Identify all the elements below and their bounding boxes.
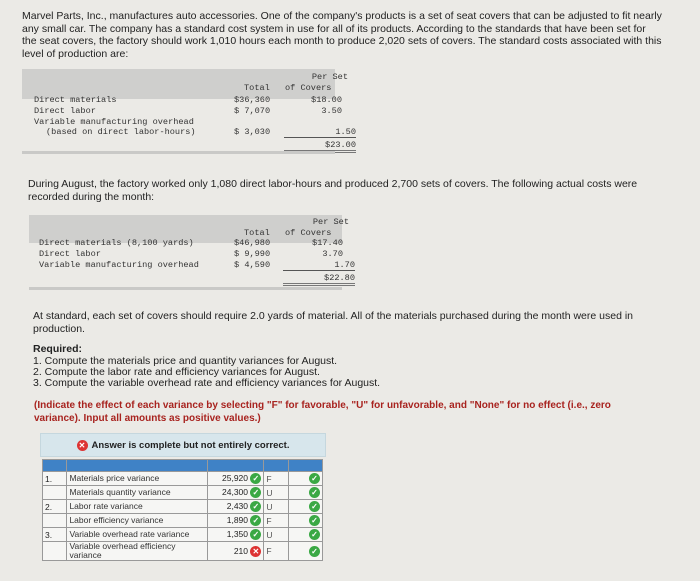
variance-label: Labor efficiency variance xyxy=(67,514,208,528)
answer-table xyxy=(42,459,323,561)
check-icon: ✓ xyxy=(250,515,261,526)
effect-select[interactable]: F xyxy=(264,514,288,528)
effect-select[interactable]: U xyxy=(264,500,288,514)
variance-label: Variable overhead efficiency variance xyxy=(67,542,208,561)
variance-amount-input[interactable] xyxy=(207,514,263,528)
variance-amount: 2,430 xyxy=(226,501,249,511)
variance-amount: 1,350 xyxy=(226,529,249,539)
part-number: 3. xyxy=(43,528,67,542)
required-item: 3. Compute the variable overhead rate and efficiency variances for August. xyxy=(33,377,381,389)
variance-label: Labor rate variance xyxy=(67,500,208,514)
variance-label: Materials price variance xyxy=(67,472,208,486)
answer-row xyxy=(43,514,323,528)
row-label: Direct materials (8,100 yards) xyxy=(39,238,194,248)
august-text: During August, the factory worked only 1,080 direct labor-hours and produced 2,700 sets of covers. The following actual costs were recorded during the month: xyxy=(28,178,638,203)
row-per-set: $17.40 xyxy=(312,238,343,248)
row-total: $ 4,590 xyxy=(234,260,271,270)
variance-amount-input[interactable] xyxy=(207,528,263,542)
answer-status-text: Answer is complete but not entirely correct. xyxy=(91,439,290,451)
row-label: Variable manufacturing overhead xyxy=(34,117,194,127)
row-label: Direct labor xyxy=(34,106,96,116)
variance-amount-input[interactable] xyxy=(207,486,263,500)
col-header: Per Set xyxy=(312,217,349,227)
effect-select[interactable]: F xyxy=(264,542,288,561)
variance-amount-input[interactable] xyxy=(207,500,263,514)
row-total: $ 3,030 xyxy=(234,127,271,137)
divider xyxy=(29,287,342,290)
variance-amount-input[interactable] xyxy=(207,472,263,486)
row-total: $ 7,070 xyxy=(234,106,271,116)
check-icon: ✓ xyxy=(250,473,261,484)
required-item: 1. Compute the materials price and quantity variances for August. xyxy=(33,355,338,367)
check-icon: ✓ xyxy=(309,473,320,484)
part-number: 1. xyxy=(43,472,67,486)
row-per-set: $18.00 xyxy=(311,95,342,105)
total-per-set: $22.80 xyxy=(283,273,355,286)
check-icon: ✓ xyxy=(309,501,320,512)
answer-row xyxy=(43,528,323,542)
standard-note: At standard, each set of covers should require 2.0 yards of material. All of the materials purchased during the month were used in production. xyxy=(33,310,633,335)
row-per-set: 3.50 xyxy=(321,106,342,116)
row-label: Variable manufacturing overhead xyxy=(39,260,199,270)
check-icon: ✓ xyxy=(250,501,261,512)
col-header: of Covers xyxy=(285,83,332,93)
answer-row xyxy=(43,500,323,514)
divider xyxy=(22,151,335,154)
effect-select[interactable]: U xyxy=(264,528,288,542)
variance-amount: 210 xyxy=(233,545,249,556)
variance-amount: 25,920 xyxy=(222,473,249,483)
variance-label: Variable overhead rate variance xyxy=(67,528,208,542)
answer-row xyxy=(43,486,323,500)
part-number xyxy=(43,514,67,528)
effect-select[interactable]: F xyxy=(264,472,288,486)
col-header: Total xyxy=(244,83,270,93)
part-number: 2. xyxy=(43,500,67,514)
part-number xyxy=(43,486,67,500)
check-icon: ✓ xyxy=(309,487,320,498)
row-label: Direct labor xyxy=(39,249,101,259)
instruction-text: (Indicate the effect of each variance by selecting "F" for favorable, "U" for unfavorable, and "None" for no effect (i.e., zero variance). Input all amounts as positive values.) xyxy=(34,400,611,424)
variance-amount: 1,890 xyxy=(226,515,249,525)
check-icon: ✓ xyxy=(309,529,320,540)
row-total: $46,980 xyxy=(234,238,271,248)
part-number xyxy=(43,542,67,561)
variance-amount: 24,300 xyxy=(222,487,249,497)
answer-status-banner xyxy=(40,433,326,457)
col-header: of Covers xyxy=(285,228,332,238)
check-icon: ✓ xyxy=(309,515,320,526)
row-label: Direct materials xyxy=(34,95,117,105)
total-per-set: $23.00 xyxy=(284,140,356,153)
row-per-set: 1.50 xyxy=(284,127,356,138)
row-total: $ 9,990 xyxy=(234,249,271,259)
required-item: 2. Compute the labor rate and efficiency variances for August. xyxy=(33,366,320,378)
answer-row xyxy=(43,542,323,561)
answer-row xyxy=(43,472,323,486)
variance-label: Materials quantity variance xyxy=(67,486,208,500)
col-header: Total xyxy=(244,228,270,238)
variance-amount-input[interactable] xyxy=(207,542,263,561)
row-label: (based on direct labor-hours) xyxy=(46,127,196,137)
check-icon: ✓ xyxy=(250,487,261,498)
check-icon: ✓ xyxy=(309,546,320,557)
required-heading: Required: xyxy=(33,343,83,355)
effect-select[interactable]: U xyxy=(264,486,288,500)
row-per-set: 1.70 xyxy=(283,260,355,271)
row-per-set: 3.70 xyxy=(322,249,343,259)
intro-text: Marvel Parts, Inc., manufactures auto accessories. One of the company's products is a set of seat covers that can be adjusted to fit nearly any small car. The company has a standard cost system in use for all of its products. According to the standards that have been set for the seat covers, the factory should work 1,010 hours each month to produce 2,020 sets of covers. The standard costs associated with this level of production are: xyxy=(22,10,662,60)
error-icon: ✕ xyxy=(250,546,261,557)
col-header: Per Set xyxy=(311,72,348,82)
check-icon: ✓ xyxy=(250,529,261,540)
error-icon: ✕ xyxy=(77,440,88,451)
row-total: $36,360 xyxy=(234,95,271,105)
